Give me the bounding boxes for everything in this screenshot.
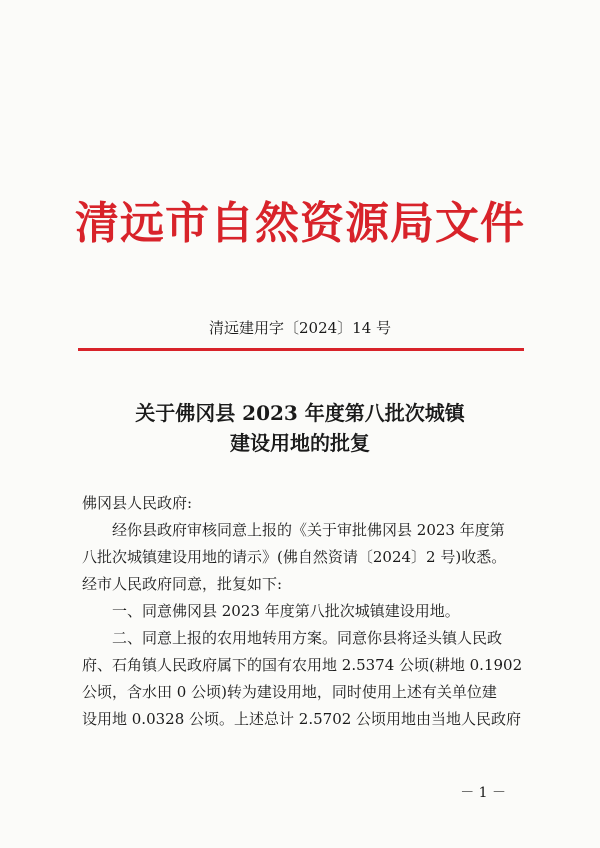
document-title-line-1: 关于佛冈县 2023 年度第八批次城镇: [135, 401, 465, 425]
body-line-2: 八批次城镇建设用地的请示》(佛自然资请〔2024〕2 号)收悉。: [82, 548, 507, 566]
body-line-5: 二、同意上报的农用地转用方案。同意你县将迳头镇人民政: [82, 629, 503, 647]
document-number: 清远建用字〔2024〕14 号: [208, 319, 392, 337]
body-line-4: 一、同意佛冈县 2023 年度第八批次城镇建设用地。: [82, 602, 460, 620]
issuer-header: 清远市自然资源局文件: [75, 198, 525, 249]
body-line-3: 经市人民政府同意，批复如下:: [82, 575, 283, 593]
page-number: － 1 －: [460, 785, 506, 801]
body-line-8: 设用地 0.0328 公顷。上述总计 2.5702 公顷用地由当地人民政府: [82, 710, 522, 728]
document-title-line-2: 建设用地的批复: [230, 431, 370, 455]
body-line-7: 公顷，含水田 0 公顷)转为建设用地，同时使用上述有关单位建: [82, 683, 497, 701]
body-line-6: 府、石角镇人民政府属下的国有农用地 2.5374 公顷(耕地 0.1902: [82, 656, 523, 674]
red-divider: [78, 348, 524, 351]
addressee: 佛冈县人民政府:: [82, 494, 193, 512]
body-line-1: 经你县政府审核同意上报的《关于审批佛冈县 2023 年度第: [82, 521, 505, 539]
